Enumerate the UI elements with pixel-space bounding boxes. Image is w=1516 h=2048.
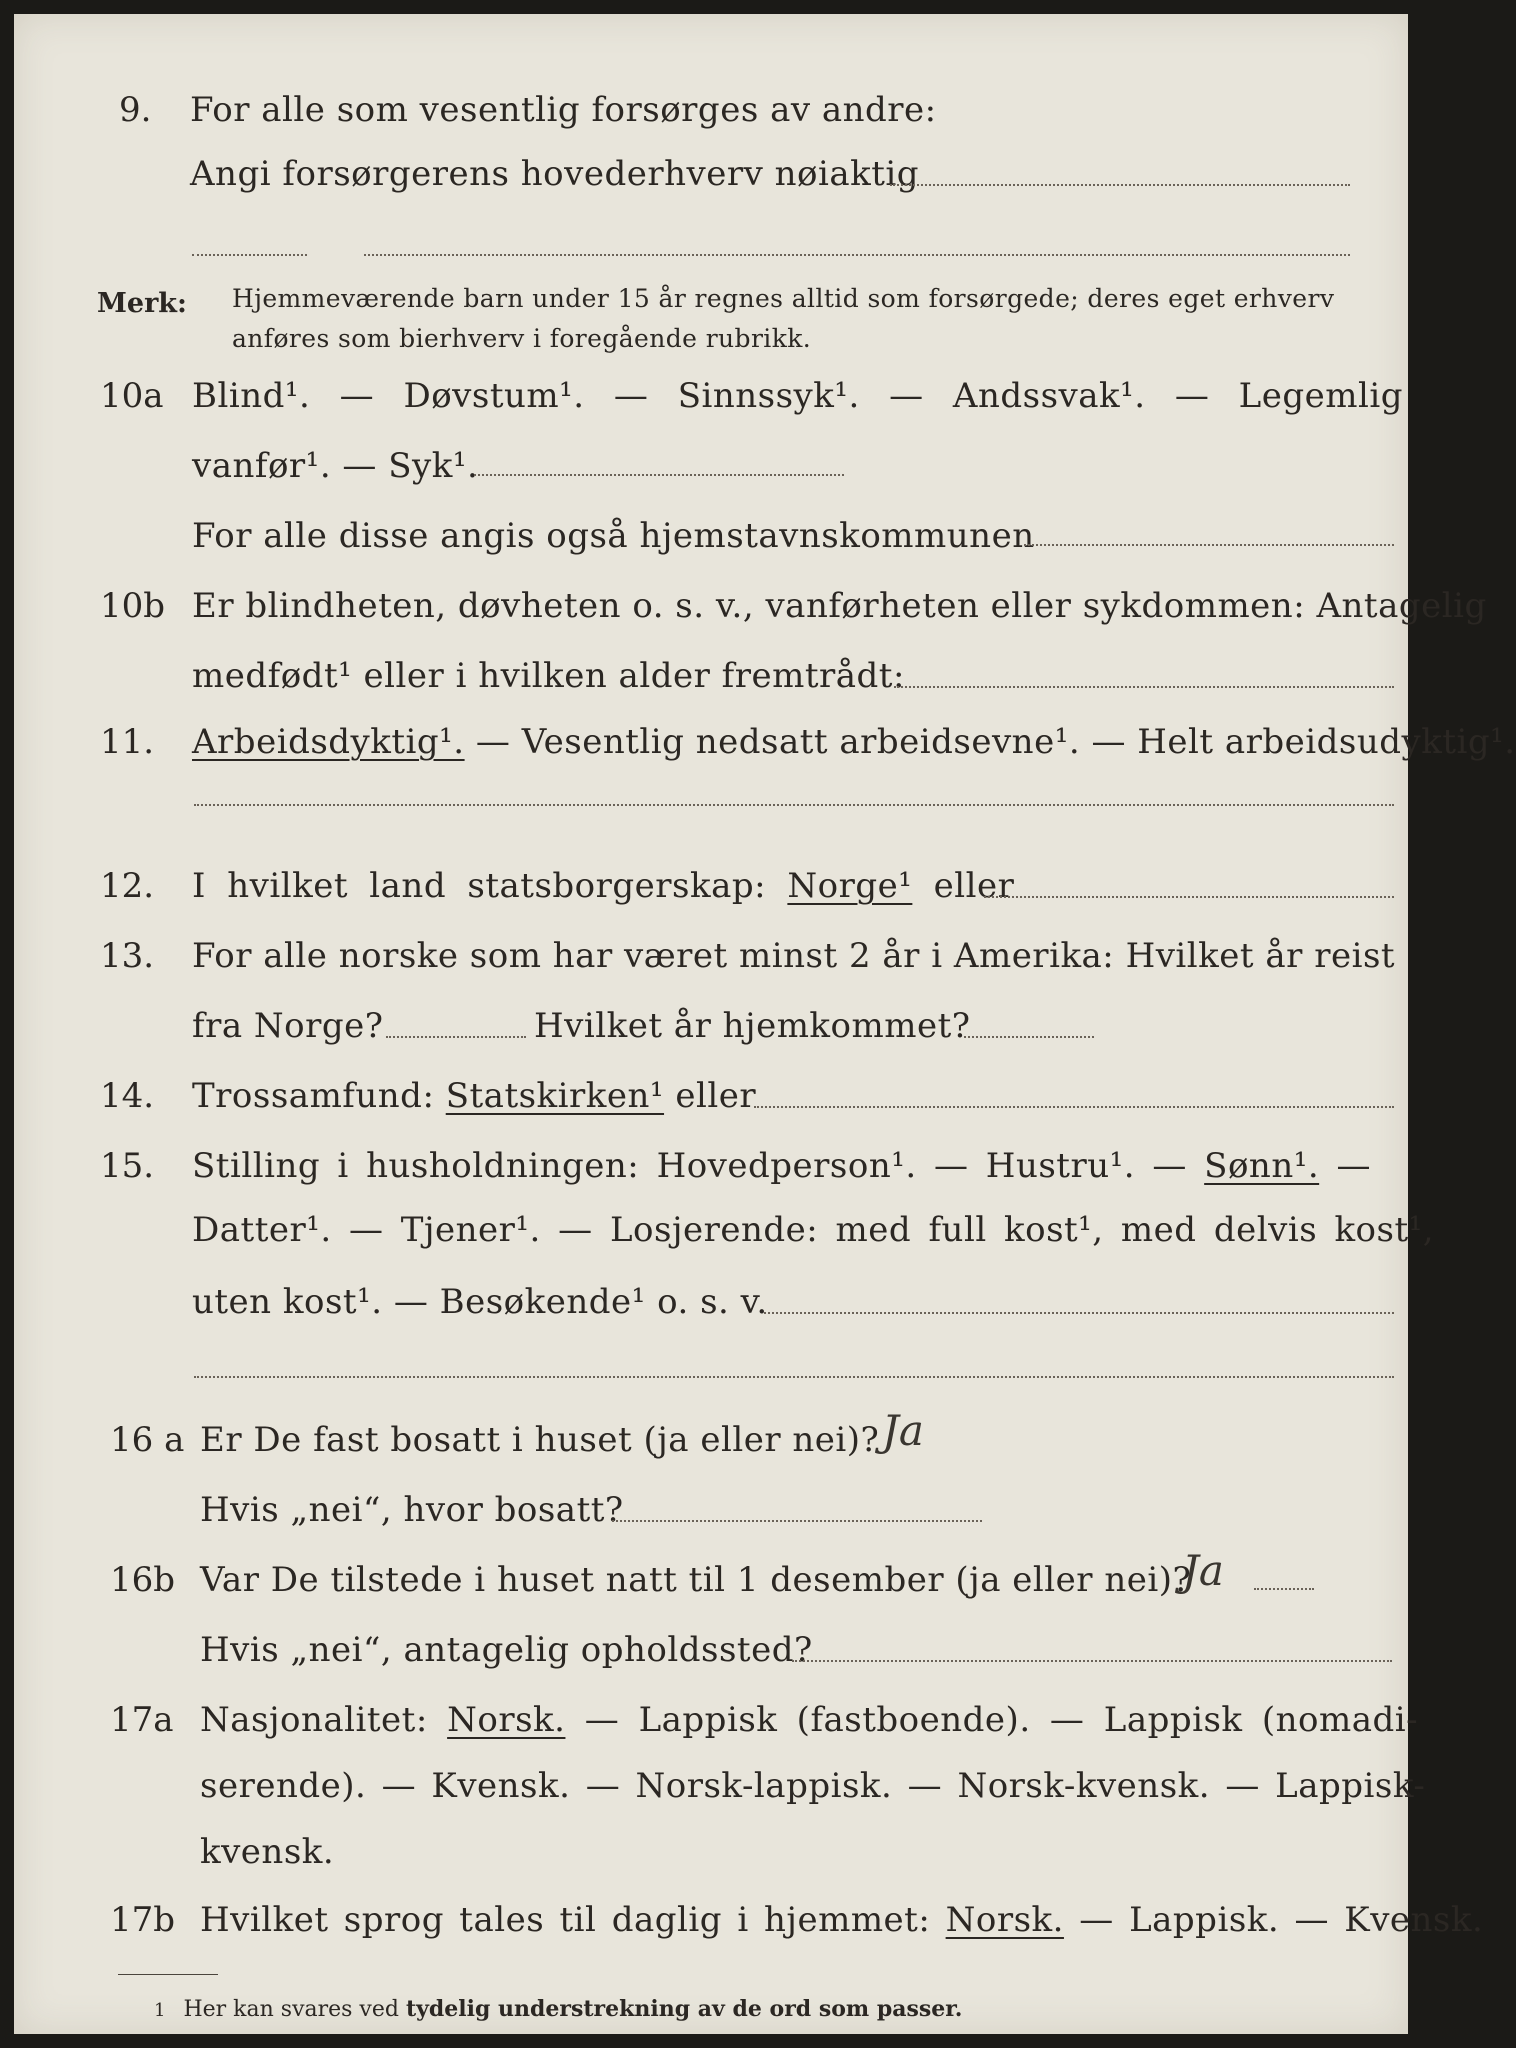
- q12-answer-line[interactable]: [984, 896, 1394, 898]
- q9-line1: For alle som vesentlig forsørges av andre:: [190, 90, 937, 130]
- q12-text: I hvilket land statsborgerskap:: [192, 866, 788, 906]
- q10b-line1: Er blindheten, døvheten o. s. v., vanførheten eller sykdommen: Antagelig: [192, 586, 1487, 626]
- q11-number: 11.: [100, 722, 155, 762]
- q12-line: [192, 866, 1014, 906]
- q17b-line: [200, 1900, 1483, 1940]
- q16b-opholdssted-line[interactable]: [792, 1660, 1392, 1662]
- q17a-number: 17a: [110, 1700, 174, 1740]
- q15-answer-line[interactable]: [764, 1312, 1394, 1314]
- footnote-divider: [118, 1974, 218, 1975]
- q13-line1: For alle norske som har været minst 2 år i Amerika: Hvilket år reist: [192, 936, 1396, 976]
- q13-reist-line[interactable]: [386, 1036, 526, 1038]
- q16a-answer-handwritten[interactable]: Ja: [882, 1406, 924, 1455]
- q15-line1-text: Stilling i husholdningen: Hovedperson¹. — Hustru¹. —: [192, 1146, 1205, 1186]
- q9-line2: Angi forsørgerens hovederhverv nøiaktig: [190, 154, 920, 194]
- merk-label: Merk:: [97, 288, 187, 319]
- q14-answer-line[interactable]: [754, 1106, 1394, 1108]
- q12-post: eller: [912, 866, 1015, 906]
- q14-line: [192, 1076, 756, 1116]
- q13-number: 13.: [100, 936, 155, 976]
- q17a-line3: kvensk.: [200, 1832, 335, 1872]
- q15-line1-post: —: [1319, 1146, 1371, 1186]
- q15-line2: Datter¹. — Tjener¹. — Losjerende: med full kost¹, med delvis kost¹,: [192, 1210, 1435, 1250]
- census-form-page: [14, 14, 1516, 2034]
- q9-answer-line-2a[interactable]: [192, 254, 307, 256]
- q10b-answer-line[interactable]: [894, 686, 1394, 688]
- q14-text: Trossamfund:: [192, 1076, 446, 1116]
- q17a-line2: serende). — Kvensk. — Norsk-lappisk. — Norsk-kvensk. — Lappisk-: [200, 1766, 1426, 1806]
- q17b-text: Hvilket sprog tales til daglig i hjemmet:: [200, 1900, 946, 1940]
- q13-line2a: fra Norge?: [192, 1006, 384, 1046]
- q10a-line3: For alle disse angis også hjemstavnskommunen: [192, 516, 1035, 556]
- q17a-line1-post: — Lappisk (fastboende). — Lappisk (nomadi-: [565, 1700, 1419, 1740]
- q15-option-sonn[interactable]: Sønn¹.: [1204, 1146, 1320, 1186]
- q10a-answer-line[interactable]: [474, 474, 844, 476]
- q9-number: 9.: [119, 90, 152, 130]
- q13-line2b: Hvilket år hjemkommet?: [534, 1006, 971, 1046]
- q16a-line2: Hvis „nei“, hvor bosatt?: [200, 1490, 624, 1530]
- q10a-number: 10a: [100, 376, 164, 416]
- q16b-number: 16b: [110, 1560, 176, 1600]
- q16b-answer-line[interactable]: [1254, 1588, 1314, 1590]
- q16a-number: 16 a: [110, 1420, 185, 1460]
- q9-answer-line-2b[interactable]: [364, 254, 1350, 256]
- q15-line3: uten kost¹. — Besøkende¹ o. s. v.: [192, 1282, 768, 1322]
- footnote: [154, 1996, 962, 2022]
- q17a-line1: [200, 1700, 1418, 1740]
- merk-line1: Hjemmeværende barn under 15 år regnes alltid som forsørgede; deres eget erhverv: [232, 284, 1335, 313]
- q17b-option-norsk[interactable]: Norsk.: [945, 1900, 1064, 1940]
- q10a-line2: vanfør¹. — Syk¹.: [192, 446, 479, 486]
- q16b-line1: Var De tilstede i huset natt til 1 desember (ja eller nei)?: [200, 1560, 1192, 1600]
- merk-line2: anføres som bierhverv i foregående rubrikk.: [232, 324, 812, 353]
- q17a-text: Nasjonalitet:: [200, 1700, 448, 1740]
- q16b-line2: Hvis „nei“, antagelig opholdssted?: [200, 1630, 813, 1670]
- q17b-number: 17b: [110, 1900, 176, 1940]
- q17a-option-norsk[interactable]: Norsk.: [447, 1700, 566, 1740]
- q16b-answer-handwritten[interactable]: Ja: [1182, 1546, 1224, 1595]
- footnote-mark: 1: [154, 2000, 166, 2021]
- q13-hjemkommet-line[interactable]: [964, 1036, 1094, 1038]
- q16a-answer-line[interactable]: [612, 1520, 982, 1522]
- q10b-number: 10b: [100, 586, 166, 626]
- q9-answer-line[interactable]: [890, 184, 1350, 186]
- q11-answer-line[interactable]: [194, 804, 1394, 806]
- q12-number: 12.: [100, 866, 155, 906]
- q10a-line1: Blind¹. — Døvstum¹. — Sinnssyk¹. — Andssvak¹. — Legemlig: [192, 376, 1403, 416]
- q10a-hjemstavn-line[interactable]: [1024, 544, 1394, 546]
- q12-option-norge[interactable]: Norge¹: [787, 866, 913, 906]
- q15-line1: [192, 1146, 1371, 1186]
- q14-post: eller: [664, 1076, 757, 1116]
- footnote-bold: tydelig understrekning av de ord som passer.: [405, 1996, 963, 2022]
- q17b-post: — Lappisk. — Kvensk.: [1063, 1900, 1484, 1940]
- q14-number: 14.: [100, 1076, 155, 1116]
- footnote-text: Her kan svares ved: [183, 1997, 406, 2022]
- q10b-line2: medfødt¹ eller i hvilken alder fremtrådt:: [192, 656, 905, 696]
- q11-line: [192, 722, 1516, 762]
- q15-answer-line-2[interactable]: [194, 1376, 1394, 1378]
- q11-option-arbeidsdyktig[interactable]: Arbeidsdyktig¹.: [192, 722, 465, 762]
- q16a-line1: Er De fast bosatt i huset (ja eller nei)?: [200, 1420, 880, 1460]
- q15-number: 15.: [100, 1146, 155, 1186]
- q11-rest: — Vesentlig nedsatt arbeidsevne¹. — Helt arbeidsudyktig¹.: [464, 722, 1516, 762]
- q14-option-statskirken[interactable]: Statskirken¹: [445, 1076, 665, 1116]
